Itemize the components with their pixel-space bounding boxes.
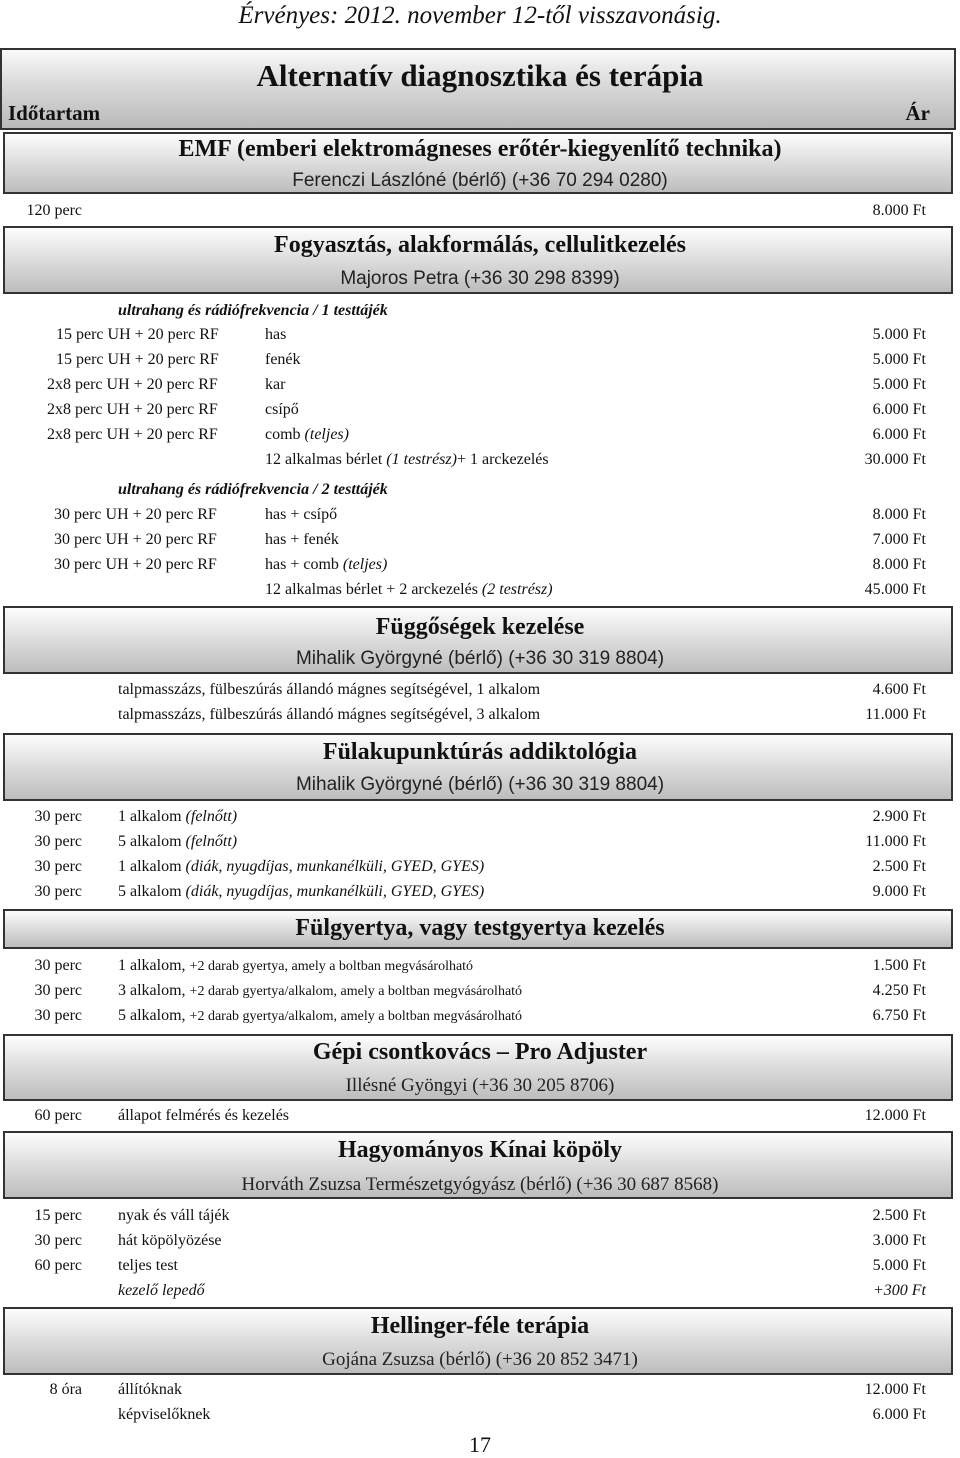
list-item — [0, 982, 960, 1006]
treatment: 30 perc UH + 20 perc RF — [54, 556, 217, 573]
duration: 30 perc — [34, 883, 82, 900]
emf-title: EMF (emberi elektromágneses erőtér-kiegyenlítő technika) — [178, 136, 782, 162]
list-item — [0, 1232, 960, 1256]
list-item — [0, 833, 960, 857]
list-item — [0, 858, 960, 882]
pass-description: 12 alkalmas bérlet (1 testrész)+ 1 arckezelés — [265, 451, 549, 468]
price: 2.900 Ft — [872, 808, 926, 825]
price: 45.000 Ft — [864, 581, 926, 598]
area: csípő — [265, 401, 299, 418]
treatment: 5 alkalom (felnőtt) — [118, 833, 238, 850]
duration: 15 perc — [34, 1207, 82, 1224]
price-column-header: Ár — [905, 101, 930, 125]
price: 9.000 Ft — [872, 883, 926, 900]
price: 11.000 Ft — [865, 833, 926, 850]
list-item — [0, 1381, 960, 1405]
emf-provider: Ferenczi Lászlóné (bérlő) (+36 70 294 0280) — [292, 170, 668, 191]
price: +300 Ft — [872, 1282, 926, 1299]
price: 6.000 Ft — [872, 426, 926, 443]
list-item — [0, 808, 960, 832]
list-item — [0, 706, 960, 730]
treatment: 1 alkalom (felnőtt) — [118, 808, 238, 825]
kinai-provider: Horváth Zsuzsa Természetgyógyász (bérlő) (+36 30 687 8568) — [241, 1174, 719, 1195]
duration: 60 perc — [34, 1257, 82, 1274]
list-item — [0, 1007, 960, 1031]
price: 5.000 Ft — [872, 326, 926, 343]
pass-description: 12 alkalmas bérlet + 2 arckezelés (2 testrész) — [265, 581, 553, 598]
treatment: 1 alkalom (diák, nyugdíjas, munkanélküli, GYED, GYES) — [118, 858, 485, 875]
duration: 30 perc — [34, 808, 82, 825]
price: 12.000 Ft — [864, 1107, 926, 1124]
ful-title: Fülakupunktúrás addiktológia — [322, 739, 638, 765]
duration: 30 perc — [34, 957, 82, 974]
treatment: 15 perc UH + 20 perc RF — [56, 351, 219, 368]
treatment: állítóknak — [118, 1381, 182, 1398]
price: 7.000 Ft — [872, 531, 926, 548]
price: 2.500 Ft — [872, 1207, 926, 1224]
treatment: 2x8 perc UH + 20 perc RF — [47, 376, 218, 393]
treatment: 1 alkalom, +2 darab gyertya, amely a boltban megvásárolható — [118, 957, 474, 974]
price: 8.000 Ft — [872, 556, 926, 573]
gepi-provider: Illésné Gyöngyi (+36 30 205 8706) — [345, 1075, 615, 1096]
fugg-title: Függőségek kezelése — [375, 614, 585, 640]
treatment: állapot felmérés és kezelés — [118, 1107, 290, 1124]
duration: 30 perc — [34, 1232, 82, 1249]
treatment: 5 alkalom, +2 darab gyertya/alkalom, amely a boltban megvásárolható — [118, 1007, 523, 1024]
area: has + comb (teljes) — [265, 556, 388, 573]
page-number: 17 — [469, 1432, 491, 1457]
price: 8.000 Ft — [872, 202, 926, 219]
treatment: 2x8 perc UH + 20 perc RF — [47, 401, 218, 418]
fogy-group-1-heading: ultrahang és rádiófrekvencia / 1 testtájék — [118, 302, 388, 319]
treatment: nyak és váll tájék — [118, 1207, 230, 1224]
list-item — [0, 681, 960, 705]
treatment: 15 perc UH + 20 perc RF — [56, 326, 219, 343]
treatment: 30 perc UH + 20 perc RF — [54, 506, 217, 523]
gyertya-title: Fülgyertya, vagy testgyertya kezelés — [295, 915, 665, 941]
price: 4.250 Ft — [872, 982, 926, 999]
hell-title: Hellinger-féle terápia — [370, 1313, 590, 1339]
gepi-title: Gépi csontkovács – Pro Adjuster — [312, 1039, 648, 1065]
treatment: talpmasszázs, fülbeszúrás állandó mágnes segítségével, 1 alkalom — [118, 681, 541, 698]
duration: 30 perc — [34, 858, 82, 875]
area: has + csípő — [265, 506, 338, 523]
fogy-group-2-heading: ultrahang és rádiófrekvencia / 2 testtájék — [118, 481, 388, 498]
list-item — [0, 1282, 960, 1306]
list-item — [0, 1257, 960, 1281]
treatment: hát köpölyözése — [118, 1232, 222, 1249]
list-item — [0, 1207, 960, 1231]
area: fenék — [265, 351, 301, 368]
fugg-provider: Mihalik Györgyné (bérlő) (+36 30 319 8804) — [295, 648, 665, 669]
list-item — [0, 1107, 960, 1131]
price: 3.000 Ft — [872, 1232, 926, 1249]
list-item — [0, 1406, 960, 1430]
list-item — [0, 883, 960, 907]
area: comb (teljes) — [265, 426, 349, 443]
treatment: talpmasszázs, fülbeszúrás állandó mágnes segítségével, 3 alkalom — [118, 706, 541, 723]
treatment: kezelő lepedő — [118, 1282, 205, 1299]
fogy-provider: Majoros Petra (+36 30 298 8399) — [340, 268, 620, 289]
fogy-title: Fogyasztás, alakformálás, cellulitkezelés — [274, 232, 686, 258]
list-item — [0, 531, 960, 555]
duration: 8 óra — [49, 1381, 82, 1398]
list-item — [0, 326, 960, 350]
area: kar — [265, 376, 286, 393]
list-item — [0, 581, 960, 605]
price: 2.500 Ft — [872, 858, 926, 875]
price: 5.000 Ft — [872, 376, 926, 393]
treatment: képviselőknek — [118, 1406, 211, 1423]
price: 1.500 Ft — [872, 957, 926, 974]
duration: 30 perc — [34, 982, 82, 999]
kinai-title: Hagyományos Kínai köpöly — [337, 1137, 623, 1163]
duration-column-header: Időtartam — [8, 101, 101, 125]
ful-provider: Mihalik Györgyné (bérlő) (+36 30 319 8804) — [295, 774, 665, 795]
duration: 30 perc — [34, 1007, 82, 1024]
area: has — [265, 326, 287, 343]
price: 6.000 Ft — [872, 401, 926, 418]
treatment: 30 perc UH + 20 perc RF — [54, 531, 217, 548]
list-item — [0, 376, 960, 400]
price: 4.600 Ft — [872, 681, 926, 698]
duration: 120 perc — [26, 202, 82, 219]
price: 6.750 Ft — [872, 1007, 926, 1024]
duration: 60 perc — [34, 1107, 82, 1124]
price: 6.000 Ft — [872, 1406, 926, 1423]
duration: 30 perc — [34, 833, 82, 850]
list-item — [0, 351, 960, 375]
hell-provider: Gojána Zsuzsa (bérlő) (+36 20 852 3471) — [322, 1349, 638, 1370]
list-item — [0, 556, 960, 580]
price: 8.000 Ft — [872, 506, 926, 523]
list-item — [0, 401, 960, 425]
emf-row — [0, 202, 960, 226]
price: 5.000 Ft — [872, 1257, 926, 1274]
treatment: teljes test — [118, 1257, 178, 1274]
list-item — [0, 451, 960, 475]
treatment: 2x8 perc UH + 20 perc RF — [47, 426, 218, 443]
list-item — [0, 426, 960, 450]
treatment: 5 alkalom (diák, nyugdíjas, munkanélküli, GYED, GYES) — [118, 883, 485, 900]
page-title: Alternatív diagnosztika és terápia — [256, 58, 704, 93]
price: 11.000 Ft — [865, 706, 926, 723]
price: 30.000 Ft — [864, 451, 926, 468]
area: has + fenék — [265, 531, 339, 548]
price: 12.000 Ft — [864, 1381, 926, 1398]
validity-note: Érvényes: 2012. november 12-től visszavonásig. — [238, 2, 722, 29]
list-item — [0, 506, 960, 530]
price: 5.000 Ft — [872, 351, 926, 368]
list-item — [0, 957, 960, 981]
treatment: 3 alkalom, +2 darab gyertya/alkalom, amely a boltban megvásárolható — [118, 982, 523, 999]
